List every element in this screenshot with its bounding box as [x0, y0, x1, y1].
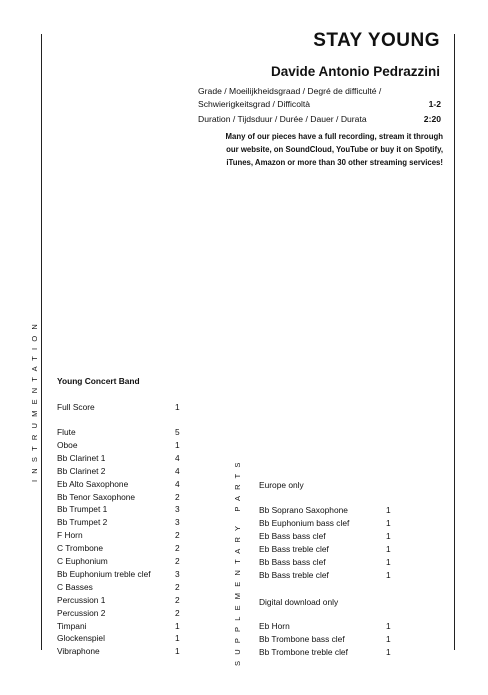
grade-label-line1: Grade / Moeilijkheidsgraad / Degré de difficulté /: [198, 86, 382, 96]
list-item: [57, 633, 180, 644]
list-item: [259, 647, 391, 657]
list-item: [57, 556, 180, 566]
part-name: Bb Soprano Saxophone: [259, 505, 348, 515]
part-count: 1: [175, 620, 180, 631]
list-item: [57, 581, 180, 592]
part-count: 1: [386, 634, 391, 644]
part-count: 2: [175, 556, 180, 566]
digital-only-heading: Digital download only: [259, 597, 339, 607]
part-name: Bb Tenor Saxophone: [57, 491, 136, 502]
left-margin-rule: [41, 34, 42, 650]
part-count: 3: [175, 568, 180, 579]
part-name: Timpani: [57, 620, 87, 631]
right-margin-rule: [454, 34, 455, 650]
part-name: Bb Trombone bass clef: [259, 634, 345, 644]
band-title: Young Concert Band: [57, 376, 140, 386]
part-name: C Trombone: [57, 543, 104, 554]
list-item: [57, 543, 180, 554]
part-count: 1: [386, 647, 391, 657]
part-count: 1: [386, 531, 391, 541]
part-name: Percussion 1: [57, 594, 106, 605]
part-count: 2: [175, 594, 180, 605]
part-count: 1: [386, 621, 391, 631]
list-item: [57, 620, 180, 631]
part-name: Percussion 2: [57, 607, 106, 618]
part-count: 3: [175, 517, 180, 528]
list-item: [57, 517, 180, 528]
part-name: Bb Clarinet 1: [57, 452, 106, 463]
list-item: [259, 634, 391, 644]
list-item: [259, 505, 391, 515]
part-count: 1: [175, 633, 180, 644]
part-name: Eb Horn: [259, 621, 290, 631]
grade-block: [198, 85, 441, 111]
part-name: Vibraphone: [57, 646, 100, 657]
supplementary-parts-vertical-label: SUPPLEMENTARY PARTS: [233, 456, 242, 666]
list-item: [57, 607, 180, 618]
part-name: F Horn: [57, 530, 83, 541]
part-name: Eb Alto Saxophone: [57, 478, 129, 489]
list-item: [57, 478, 180, 489]
part-count: 1: [175, 402, 180, 412]
part-name: Eb Bass treble clef: [259, 544, 329, 554]
part-count: 2: [175, 581, 180, 592]
part-name: Glockenspiel: [57, 633, 105, 644]
part-name: Bb Euphonium treble clef: [57, 568, 151, 579]
part-count: 1: [386, 518, 391, 528]
part-name: Bb Trumpet 1: [57, 504, 108, 515]
piece-title: STAY YOUNG: [313, 30, 440, 51]
promo-line: Many of our pieces have a full recording, stream it through: [225, 132, 443, 141]
list-item: [57, 568, 180, 579]
part-name: Bb Trombone treble clef: [259, 647, 348, 657]
list-item: [57, 594, 180, 605]
part-count: 1: [386, 544, 391, 554]
composer-name: Davide Antonio Pedrazzini: [270, 64, 440, 79]
duration-label: Duration / Tijdsduur / Durée / Dauer / Durata: [198, 114, 367, 124]
part-count: 1: [386, 557, 391, 567]
part-count: 2: [175, 607, 180, 618]
part-name: Full Score: [57, 402, 95, 412]
part-count: 2: [175, 530, 180, 541]
part-name: Oboe: [57, 439, 78, 450]
list-item: [259, 518, 391, 528]
part-count: 1: [175, 646, 180, 657]
streaming-promo: [198, 130, 443, 169]
part-name: Bb Clarinet 2: [57, 465, 106, 476]
part-name: Bb Bass bass clef: [259, 557, 326, 567]
part-name: Bb Bass treble clef: [259, 570, 329, 580]
list-item: [259, 544, 391, 554]
list-item: [57, 465, 180, 476]
promo-line: iTunes, Amazon or more than 30 other streaming services!: [226, 158, 443, 167]
part-name: C Euphonium: [57, 556, 108, 566]
grade-label-line2: Schwierigkeitsgrad / Difficoltà: [198, 99, 311, 109]
part-name: C Basses: [57, 581, 93, 592]
part-name: Bb Euphonium bass clef: [259, 518, 350, 528]
grade-value: 1-2: [428, 99, 441, 109]
part-count: 2: [175, 491, 180, 502]
part-count: 1: [386, 505, 391, 515]
promo-line: our website, on SoundCloud, YouTube or buy it on Spotify,: [226, 145, 443, 154]
europe-only-heading: Europe only: [259, 480, 304, 490]
part-name: Flute: [57, 427, 76, 437]
part-count: 4: [175, 465, 180, 476]
list-item: [57, 491, 180, 502]
list-item: [259, 570, 391, 580]
instrumentation-vertical-label: INSTRUMENTATION: [30, 318, 39, 482]
list-item: [57, 530, 180, 541]
part-count: 4: [175, 478, 180, 489]
part-count: 4: [175, 452, 180, 463]
part-count: 1: [175, 439, 180, 450]
list-item: [57, 439, 180, 450]
list-item: [57, 504, 180, 515]
part-count: 5: [175, 427, 180, 437]
list-item: [57, 427, 180, 437]
list-item: [57, 452, 180, 463]
list-item: [259, 531, 391, 541]
duration-value: 2:20: [423, 114, 441, 124]
part-count: 2: [175, 543, 180, 554]
part-count: 3: [175, 504, 180, 515]
list-item: [259, 621, 391, 631]
part-count: 1: [386, 570, 391, 580]
part-name: Eb Bass bass clef: [259, 531, 326, 541]
duration-block: [198, 113, 441, 126]
list-item: [259, 557, 391, 567]
part-name: Bb Trumpet 2: [57, 517, 108, 528]
list-item: [57, 646, 180, 657]
